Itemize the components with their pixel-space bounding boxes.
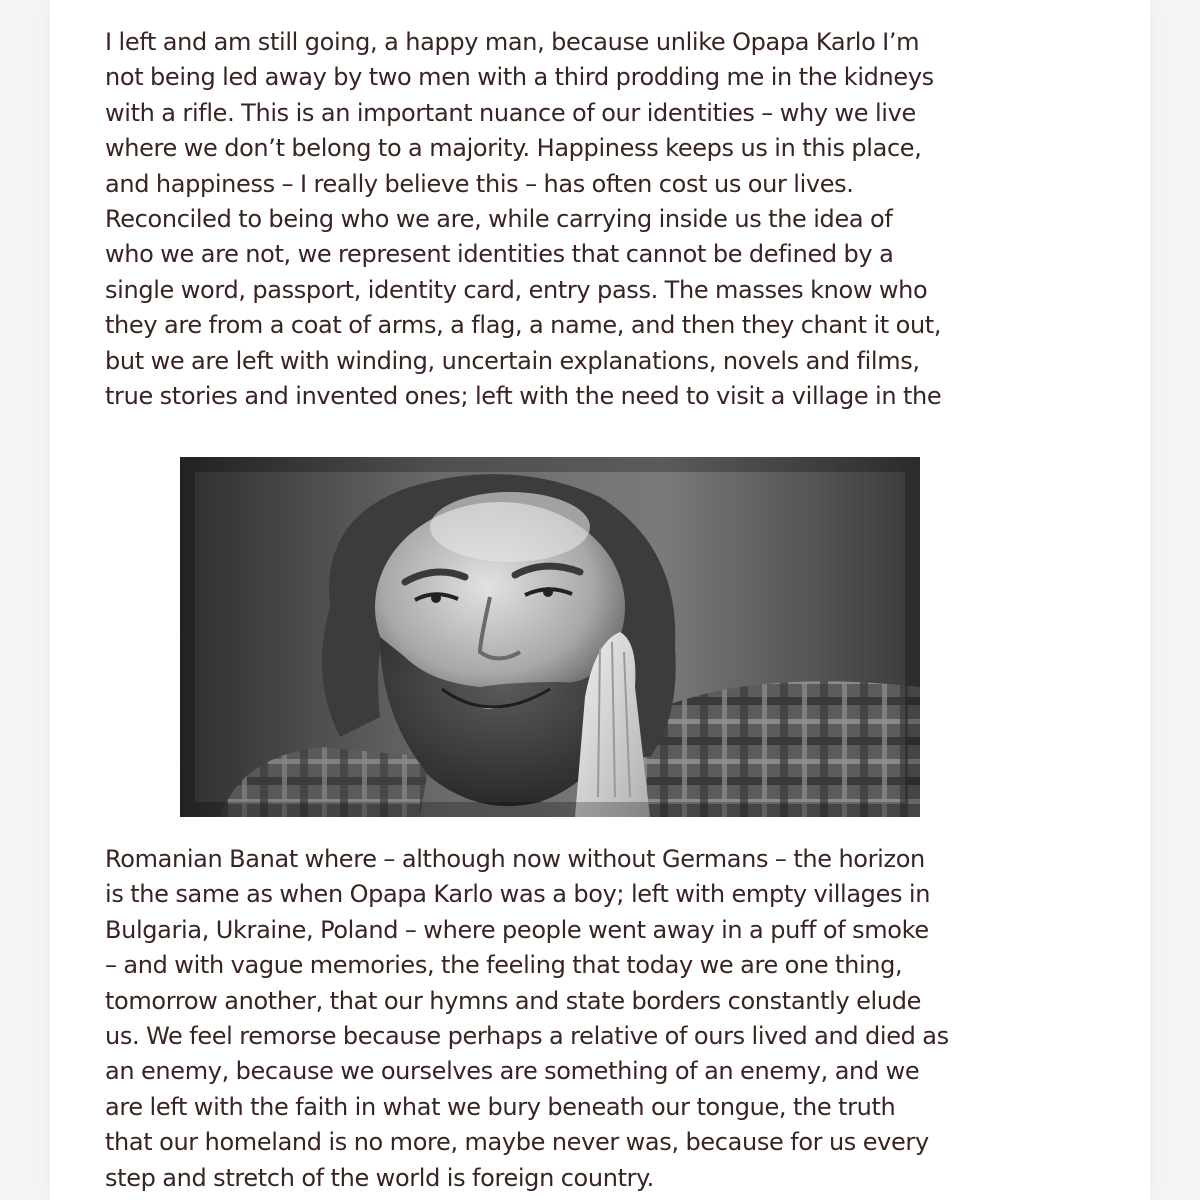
text-line: where we don’t belong to a majority. Happiness keeps us in this place,: [105, 134, 922, 163]
text-line: they are from a coat of arms, a flag, a name, and then they chant it out,: [105, 311, 942, 340]
author-portrait-photo: [180, 457, 920, 817]
text-line: us. We feel remorse because perhaps a relative of ours lived and died as: [105, 1022, 949, 1051]
text-line: step and stretch of the world is foreign country.: [105, 1163, 654, 1192]
text-line: – and with vague memories, the feeling that today we are one thing,: [105, 951, 903, 980]
text-line: but we are left with winding, uncertain explanations, novels and films,: [105, 346, 920, 375]
text-line: that our homeland is no more, maybe never was, because for us every: [105, 1128, 929, 1157]
text-line: with a rifle. This is an important nuance of our identities – why we live: [105, 98, 916, 127]
text-line: Romanian Banat where – although now without Germans – the horizon: [105, 845, 925, 873]
text-line: I left and am still going, a happy man, because unlike Opapa Karlo I’m: [105, 28, 920, 56]
text-line: Bulgaria, Ukraine, Poland – where people went away in a puff of smoke: [105, 915, 929, 944]
text-line: tomorrow another, that our hymns and state borders constantly elude: [105, 986, 921, 1015]
text-line: and happiness – I really believe this – has often cost us our lives.: [105, 169, 854, 198]
text-line: is the same as when Opapa Karlo was a boy; left with empty villages in: [105, 880, 931, 909]
text-block-top: [105, 25, 1005, 414]
text-line: single word, passport, identity card, entry pass. The masses know who: [105, 275, 928, 304]
portrait-illustration: [180, 457, 920, 817]
text-line: are left with the faith in what we bury beneath our tongue, the truth: [105, 1092, 896, 1121]
text-line: who we are not, we represent identities that cannot be defined by a: [105, 240, 894, 269]
text-line: Reconciled to being who we are, while carrying inside us the idea of: [105, 205, 893, 234]
text-line: not being led away by two men with a third prodding me in the kidneys: [105, 63, 934, 92]
text-line: true stories and invented ones; left with the need to visit a village in the: [105, 382, 942, 411]
text-line: an enemy, because we ourselves are something of an enemy, and we: [105, 1057, 920, 1086]
text-block-bottom: [105, 842, 1005, 1196]
